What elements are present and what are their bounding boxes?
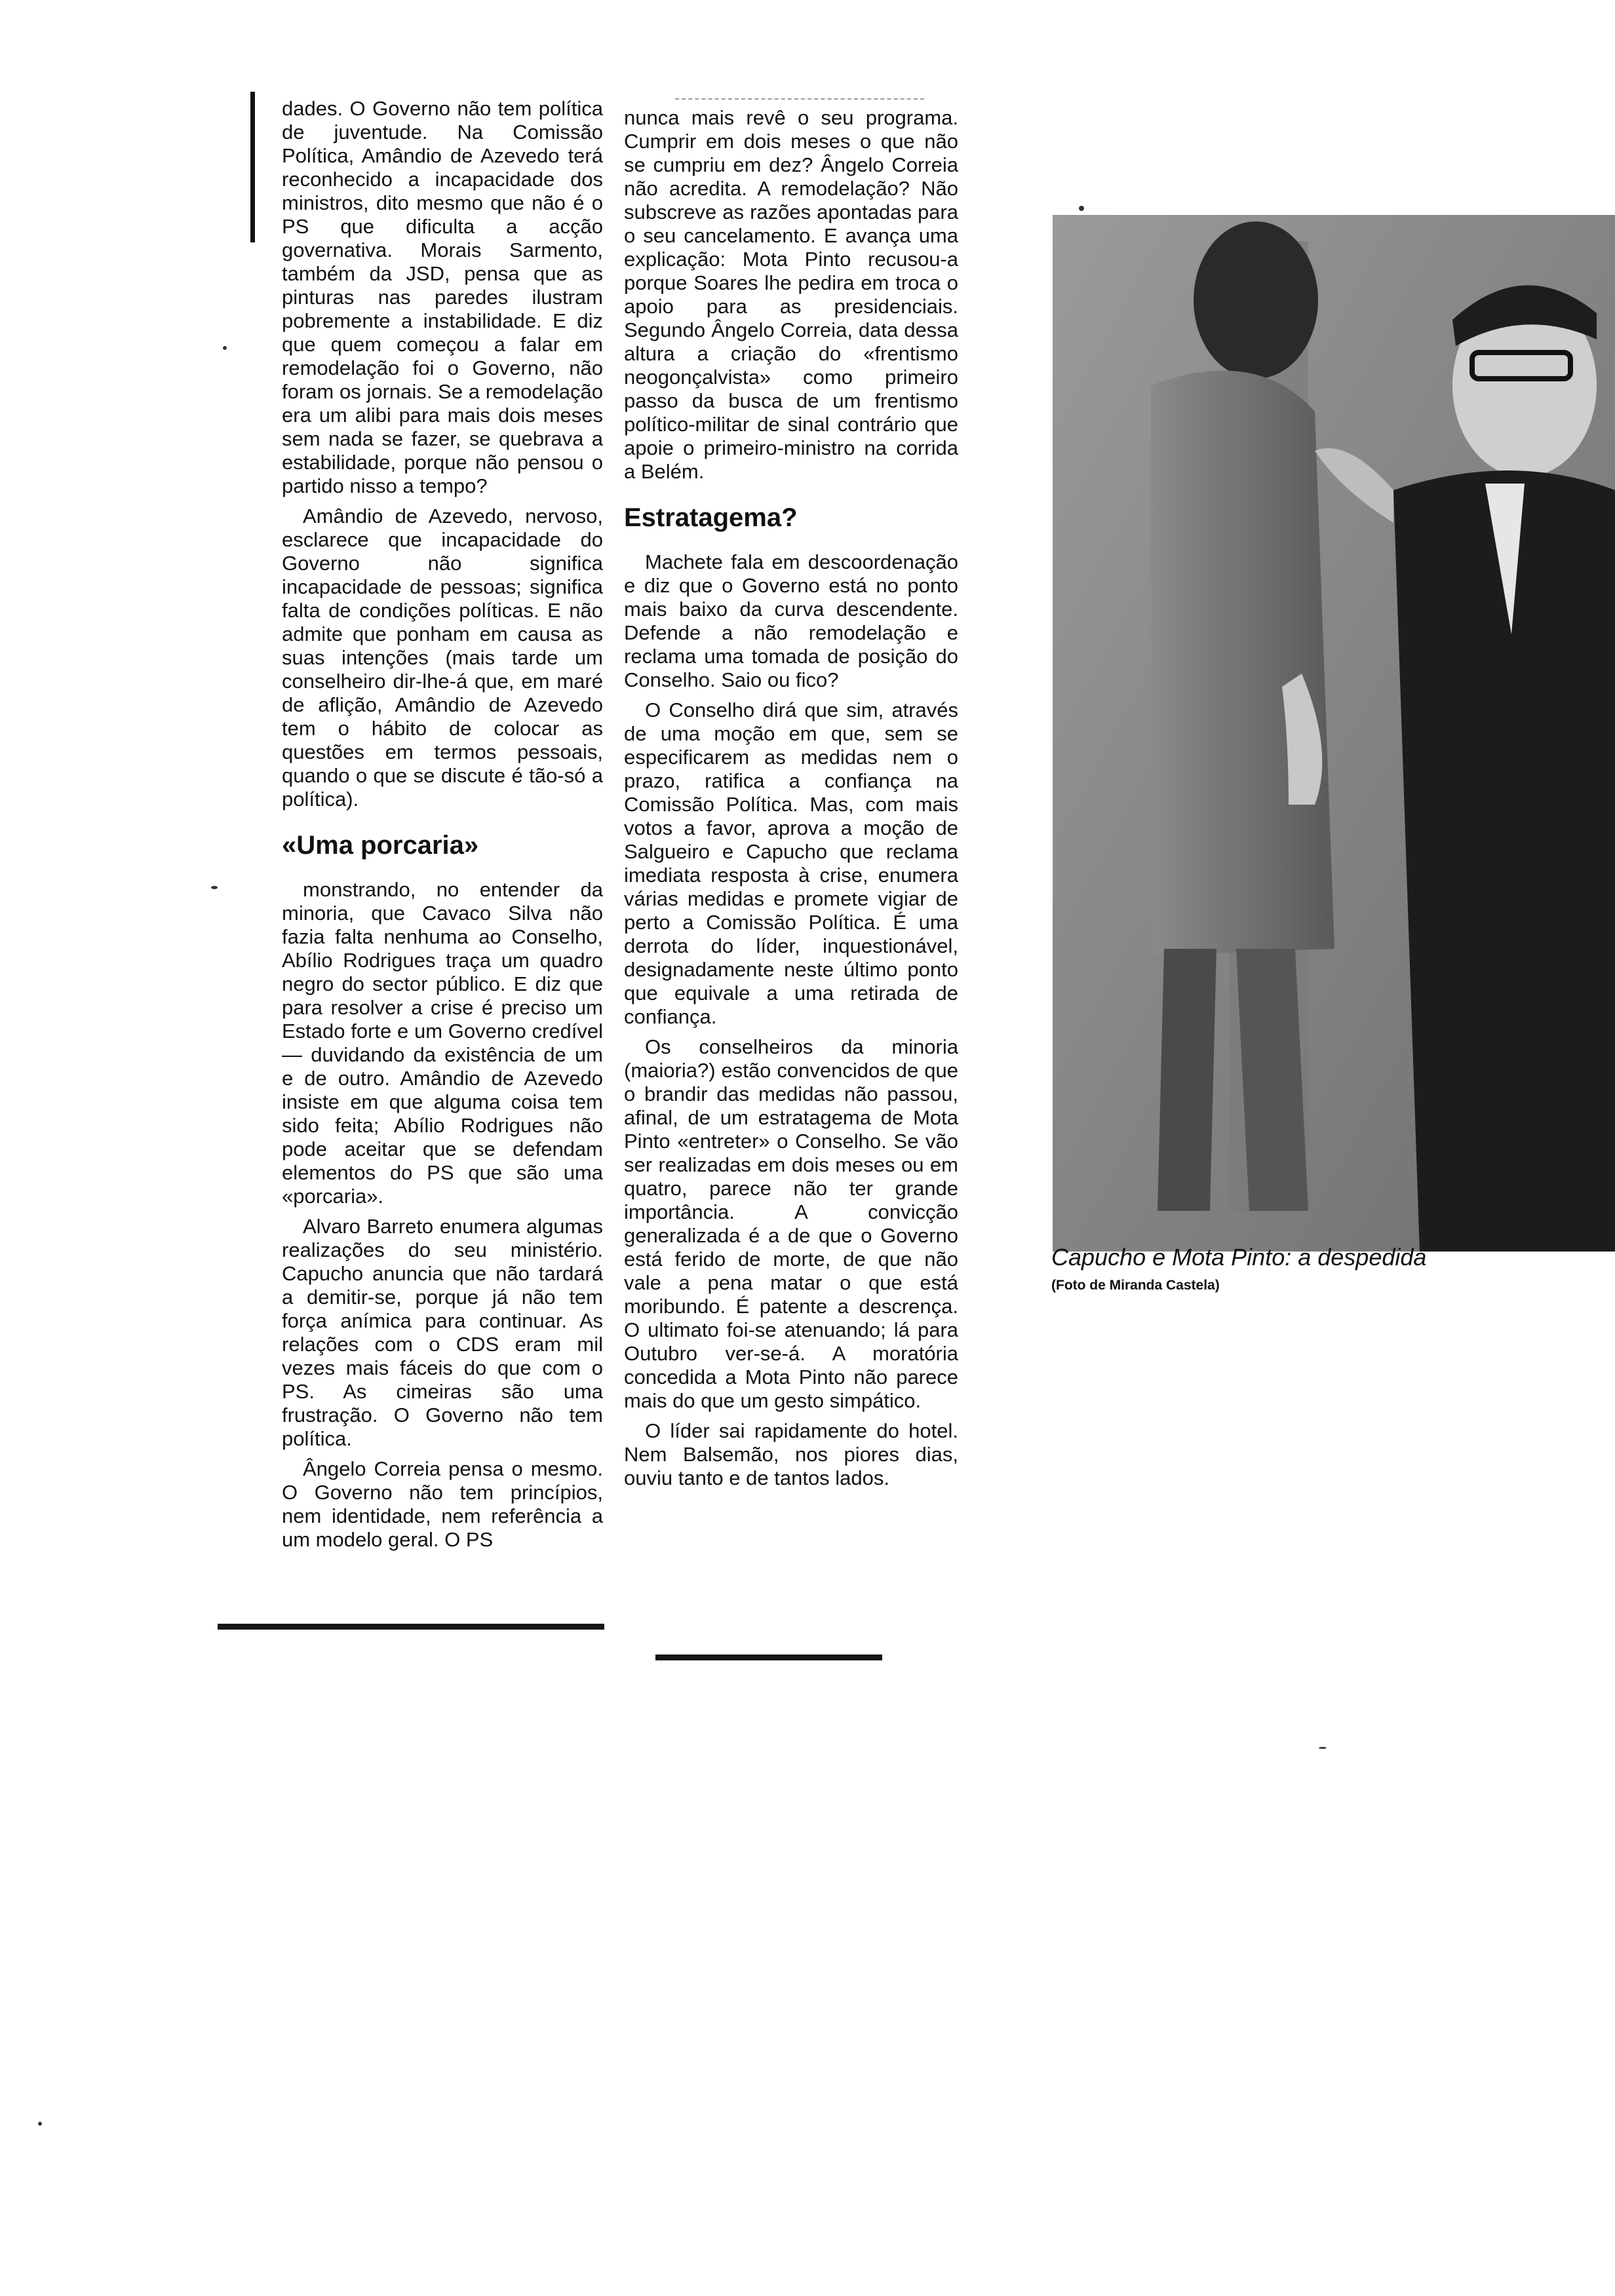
scan-speck — [1319, 1747, 1327, 1749]
photo-caption: Capucho e Mota Pinto: a despedida — [1051, 1244, 1427, 1271]
column2-paragraph-2: Machete fala em descoordenação e diz que o Governo está no ponto mais baixo da curva descendente. Defende a não remodelação e reclama uma tomada de posição do Conselho. Saio ou fico? — [624, 550, 958, 691]
column2-paragraph-4: Os conselheiros da minoria (maioria?) estão convencidos de que o brandir das medidas não passou, afinal, de um estratagema de Mota Pinto «entreter» o Conselho. Se vão ser realizadas em dois meses ou em quatro, parece não ter grande importância. A convicção generalizada é a de que o Governo está ferido de morte, de que não vale a pena matar o que está moribundo. É patente a descrença. O ultimato foi-se atenuando; lá para Outubro ver-se-á. A moratória concedida a Mota Pinto não parece mais do que um gesto simpático. — [624, 1035, 958, 1412]
column1-paragraph-4: Alvaro Barreto enumera algumas realizações do seu ministério. Capucho anuncia que não tardará a demitir-se, porque já não tem força anímica para continuar. As relações com o CDS eram mil vezes mais fáceis do que com o PS. As cimeiras são uma frustração. O Governo não tem política. — [282, 1215, 603, 1450]
column1-paragraph-5: Ângelo Correia pensa o mesmo. O Governo não tem princípios, nem identidade, nem referência a um modelo geral. O PS — [282, 1457, 603, 1551]
section-heading-uma-porcaria: «Uma porcaria» — [282, 831, 479, 860]
article-column-1 — [282, 97, 603, 1558]
scan-speck — [1079, 206, 1084, 211]
news-photo — [1053, 215, 1615, 1252]
photo-credit: (Foto de Miranda Castela) — [1051, 1278, 1220, 1293]
column1-paragraph-3: monstrando, no entender da minoria, que Cavaco Silva não fazia falta nenhuma ao Conselho, Abílio Rodrigues traça um quadro negro do sector público. E diz que para resolver a crise é preciso um Estado forte e um Governo credível — duvidando da existência de um e de outro. Amândio de Azevedo insiste em que alguma coisa tem sido feita; Abílio Rodrigues não pode aceitar que se defendam elementos do PS que são uma «porcaria». — [282, 878, 603, 1208]
column2-bottom-rule — [655, 1655, 882, 1660]
column1-paragraph-1: dades. O Governo não tem política de juventude. Na Comissão Política, Amândio de Azevedo terá reconhecido a incapacidade dos ministros, dito mesmo que não é o PS que dificulta a acção governativa. Morais Sarmento, também da JSD, pensa que as pinturas nas paredes ilustram pobremente a instabilidade. E diz que quem começou a falar em remodelação foi o Governo, não foram os jornais. Se a remodelação era um alibi para mais dois meses sem nada se fazer, se quebrava a estabilidade, porque não pensou o partido nisso a tempo? — [282, 97, 603, 497]
scan-speck — [223, 346, 227, 350]
column1-bottom-rule — [218, 1624, 604, 1630]
faint-top-rule — [675, 98, 924, 101]
column2-paragraph-5: O líder sai rapidamente do hotel. Nem Balsemão, nos piores dias, ouviu tanto e de tantos lados. — [624, 1419, 958, 1489]
column2-paragraph-3: O Conselho dirá que sim, através de uma moção em que, sem se especificarem as medidas nem o prazo, ratifica a confiança na Comissão Política. Mas, com mais votos a favor, aprova a moção de Salgueiro e Capucho que reclama imediata resposta à crise, enumera várias medidas e promete vigiar de perto a Comissão Política. É uma derrota do líder, inquestionável, designadamente neste último ponto que equivale a uma retirada de confiança. — [624, 698, 958, 1028]
scan-speck — [211, 886, 218, 889]
section-heading-estratagema: Estratagema? — [624, 503, 798, 532]
article-column-2 — [624, 106, 958, 1497]
margin-mark — [250, 92, 255, 242]
photo-illustration — [1053, 215, 1615, 1252]
column1-paragraph-2: Amândio de Azevedo, nervoso, esclarece que incapacidade do Governo não significa incapacidade de pessoas; significa falta de condições políticas. E não admite que ponham em causa as suas intenções (mais tarde um conselheiro dir-lhe-á que, em maré de aflição, Amândio de Azevedo tem o hábito de colocar as questões em termos pessoais, quando o que se discute é tão-só a política). — [282, 505, 603, 811]
scan-speck — [38, 2122, 42, 2126]
column2-paragraph-1: nunca mais revê o seu programa. Cumprir em dois meses o que não se cumpriu em dez? Ângelo Correia não acredita. A remodelação? Não subscreve as razões apontadas para o seu cancelamento. E avança uma explicação: Mota Pinto recusou-a porque Soares lhe pedira em troca o apoio para as presidenciais. Segundo Ângelo Correia, data dessa altura a criação do «frentismo neogonçalvista» como primeiro passo da busca de um frentismo político-militar de sinal contrário que apoie o primeiro-ministro na corrida a Belém. — [624, 106, 958, 483]
